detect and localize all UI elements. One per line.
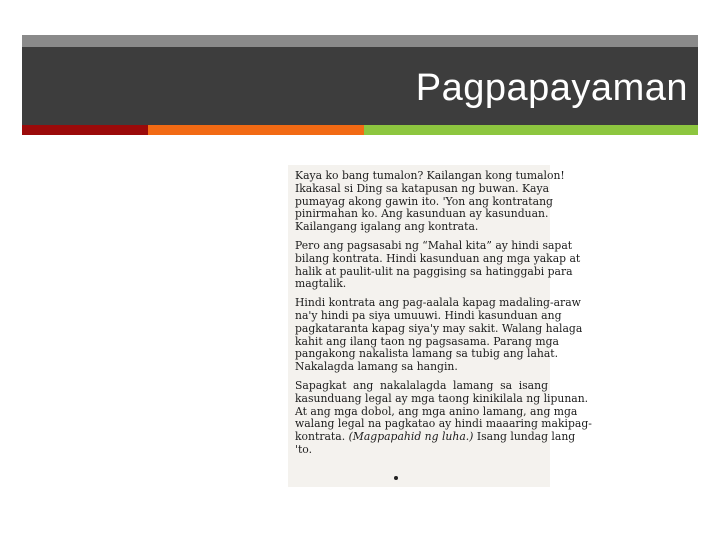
text-line: bilang kontrata. Hindi kasunduan ang mga yakap at [295,251,581,265]
page-mark [394,476,398,480]
title-top-strip [22,35,698,47]
text-line: pagkataranta kapag siya'y may sakit. Walang halaga [295,321,583,335]
scanned-book-page [288,165,592,487]
text-fragment: kontrata. [295,430,346,444]
text-line: At ang mga dobol, ang mga anino lamang, ang mga [295,404,578,418]
text-line: pumayag akong gawin ito. 'Yon ang kontratang [295,194,553,208]
accent-bar [22,125,698,135]
accent-segment-red [22,125,148,135]
title-bar [22,47,698,125]
text-line: Pero ang pagsasabi ng “Mahal kita” ay hindi sapat [295,238,573,252]
text-line: pinirmahan ko. Ang kasunduan ay kasunduan. [295,207,549,221]
slide-title: Pagpapayaman [415,67,688,109]
text-line: Kaya ko bang tumalon? Kailangan kong tumalon! [295,169,565,182]
text-line: kasunduang legal ay mga taong kinikilala ng lipunan. [295,391,589,405]
paragraph-1 [295,169,565,234]
text-line: Ikakasal si Ding sa katapusan ng buwan. Kaya [295,181,550,195]
page-text [295,169,592,463]
text-line: pangakong nakalista lamang sa tubig ang lahat. [295,347,559,361]
text-line: Kailangang igalang ang kontrata. [295,220,479,234]
text-line-mixed [295,430,576,444]
paragraph-4 [295,378,592,457]
text-line: Nakalagda lamang sa hangin. [295,360,458,374]
text-line: Sapagkat ang nakalalagda lamang sa isang [295,378,548,392]
text-line: na'y hindi pa siya umuuwi. Hindi kasunduan ang [295,308,562,322]
text-line: halik at paulit-ulit na paggising sa hatinggabi para [295,264,573,278]
text-line: Hindi kontrata ang pag-aalala kapag madaling-araw [295,296,581,310]
paragraph-3 [295,296,583,374]
text-line: walang legal na pagkatao ay hindi maaaring makipag- [295,417,592,431]
accent-segment-green [364,125,698,135]
paragraph-2 [295,238,581,291]
text-fragment: Isang lundag lang [476,430,576,444]
text-line: magtalik. [295,277,347,291]
stage-direction: (Magpapahid ng luha.) [348,430,474,444]
accent-segment-orange [148,125,364,135]
text-line: kahit ang ilang taon ng pagsasama. Parang mga [295,334,559,348]
text-line: 'to. [295,442,313,456]
